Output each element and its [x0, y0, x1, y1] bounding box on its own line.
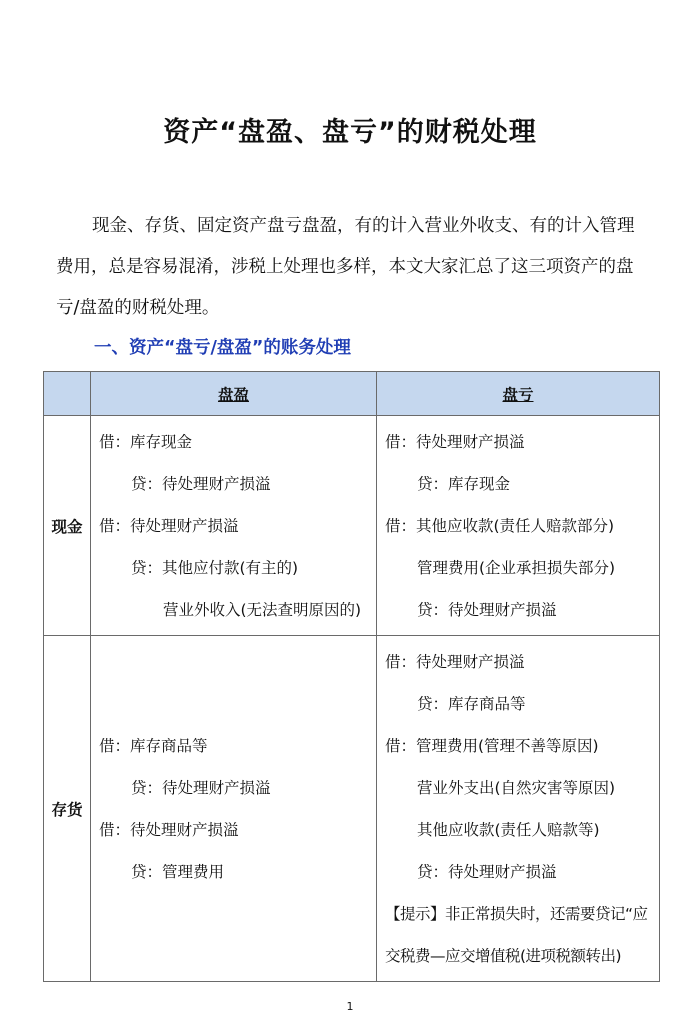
cash-loss-line: 贷：库存现金: [417, 475, 511, 493]
cash-loss-line: 贷：待处理财产损溢: [417, 601, 557, 619]
inventory-gain-cell: [91, 636, 377, 982]
inventory-loss-cell: [377, 636, 660, 982]
section-heading: 一、资产“盘亏/盘盈”的账务处理: [94, 338, 351, 358]
inventory-loss-note: 交税费—应交增值税(进项税额转出): [385, 947, 622, 965]
inventory-loss-line: 营业外支出(自然灾害等原因): [417, 779, 616, 797]
header-gain: [91, 372, 377, 416]
header-gain-label: 盘盈: [217, 385, 249, 404]
table-header-row: [44, 372, 660, 416]
inventory-loss-line: 其他应收款(责任人赔款等): [417, 821, 600, 839]
cash-gain-line: 借：待处理财产损溢: [99, 517, 239, 535]
accounting-table: [43, 371, 660, 982]
cash-gain-cell: [91, 416, 377, 636]
cash-gain-line: 营业外收入(无法查明原因的): [163, 601, 362, 619]
inventory-gain-line: 借：待处理财产损溢: [99, 821, 239, 839]
cash-loss-line: 管理费用(企业承担损失部分): [417, 559, 616, 577]
cash-gain-line: 贷：待处理财产损溢: [131, 475, 271, 493]
header-loss-label: 盘亏: [502, 385, 534, 404]
cash-loss-line: 借：其他应收款(责任人赔款部分): [385, 517, 615, 535]
table-row-cash: [44, 416, 660, 636]
inventory-loss-line: 借：待处理财产损溢: [385, 653, 525, 671]
table-row-inventory: [44, 636, 660, 982]
inventory-loss-line: 贷：待处理财产损溢: [417, 863, 557, 881]
cash-gain-line: 贷：其他应付款(有主的): [131, 559, 299, 577]
header-loss: [377, 372, 660, 416]
cash-loss-cell: [377, 416, 660, 636]
inventory-gain-line: 借：库存商品等: [99, 737, 208, 755]
cash-gain-line: 借：库存现金: [99, 433, 193, 451]
inventory-loss-line: 借：管理费用(管理不善等原因): [385, 737, 599, 755]
header-corner: [44, 372, 91, 416]
inventory-loss-line: 贷：库存商品等: [417, 695, 526, 713]
inventory-gain-line: 贷：管理费用: [131, 863, 225, 881]
inventory-gain-line: 贷：待处理财产损溢: [131, 779, 271, 797]
row-label-cash: 现金: [44, 416, 91, 636]
inventory-loss-note: 【提示】非正常损失时，还需要贷记“应: [385, 905, 648, 923]
document-title: 资产“盘盈、盘亏”的财税处理: [163, 117, 537, 148]
cash-loss-line: 借：待处理财产损溢: [385, 433, 525, 451]
page-number: 1: [346, 1000, 354, 1013]
intro-paragraph: 现金、存货、固定资产盘亏盘盈，有的计入营业外收支、有的计入管理费用，总是容易混淆，涉税上处理也多样，本文大家汇总了这三项资产的盘亏/盘盈的财税处理。: [56, 216, 635, 318]
row-label-inventory: 存货: [44, 636, 91, 982]
